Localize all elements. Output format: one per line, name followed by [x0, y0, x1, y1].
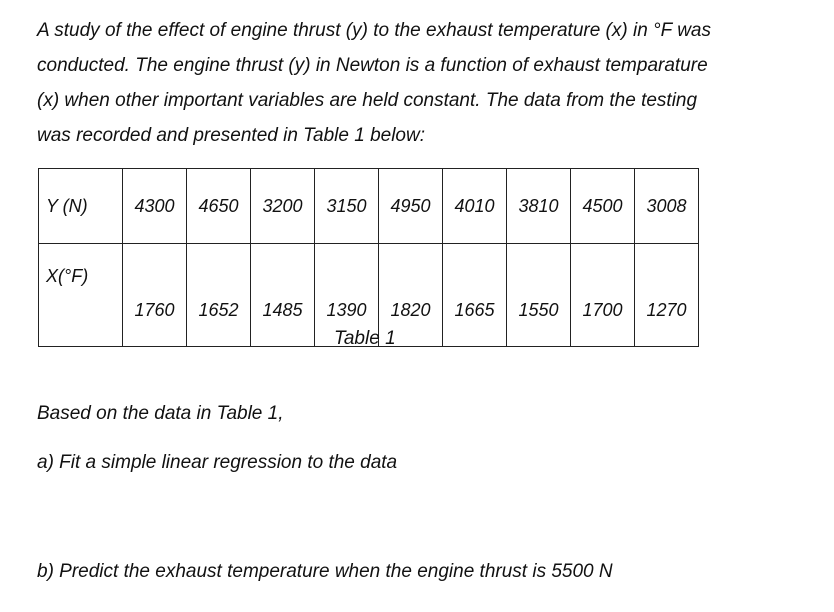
data-table: [38, 168, 699, 347]
table-cell: 1700: [571, 244, 635, 347]
table-cell: 1652: [187, 244, 251, 347]
table-cell: 1665: [443, 244, 507, 347]
table-cell: 1390: [315, 244, 379, 347]
table-cell: 1760: [123, 244, 187, 347]
table-cell: 4650: [187, 169, 251, 244]
row-header-y: Y (N): [39, 169, 123, 244]
row-header-x: X(°F): [39, 244, 123, 347]
table-caption: Table 1: [334, 328, 396, 349]
table-row-thrust: [39, 169, 699, 244]
table-cell: 4300: [123, 169, 187, 244]
question-b: b) Predict the exhaust temperature when the engine thrust is 5500 N: [37, 561, 613, 582]
table-cell: 1270: [635, 244, 699, 347]
table-cell: 3810: [507, 169, 571, 244]
table-cell: 4950: [379, 169, 443, 244]
table-cell: 3150: [315, 169, 379, 244]
question-a: a) Fit a simple linear regression to the data: [37, 452, 398, 473]
table-cell: 3200: [251, 169, 315, 244]
statement-line: was recorded and presented in Table 1 below:: [37, 125, 425, 146]
table-cell: 1820: [379, 244, 443, 347]
problem-statement: [37, 13, 807, 153]
statement-line: conducted. The engine thrust (y) in Newton is a function of exhaust temparature: [37, 55, 708, 76]
table-cell: 4010: [443, 169, 507, 244]
table-cell: 4500: [571, 169, 635, 244]
statement-line: (x) when other important variables are held constant. The data from the testing: [37, 90, 698, 111]
questions-lead: Based on the data in Table 1,: [37, 403, 284, 424]
table-cell: 1550: [507, 244, 571, 347]
table-cell: 3008: [635, 169, 699, 244]
statement-line: A study of the effect of engine thrust (y) to the exhaust temperature (x) in °F was: [37, 20, 711, 41]
table-cell: 1485: [251, 244, 315, 347]
